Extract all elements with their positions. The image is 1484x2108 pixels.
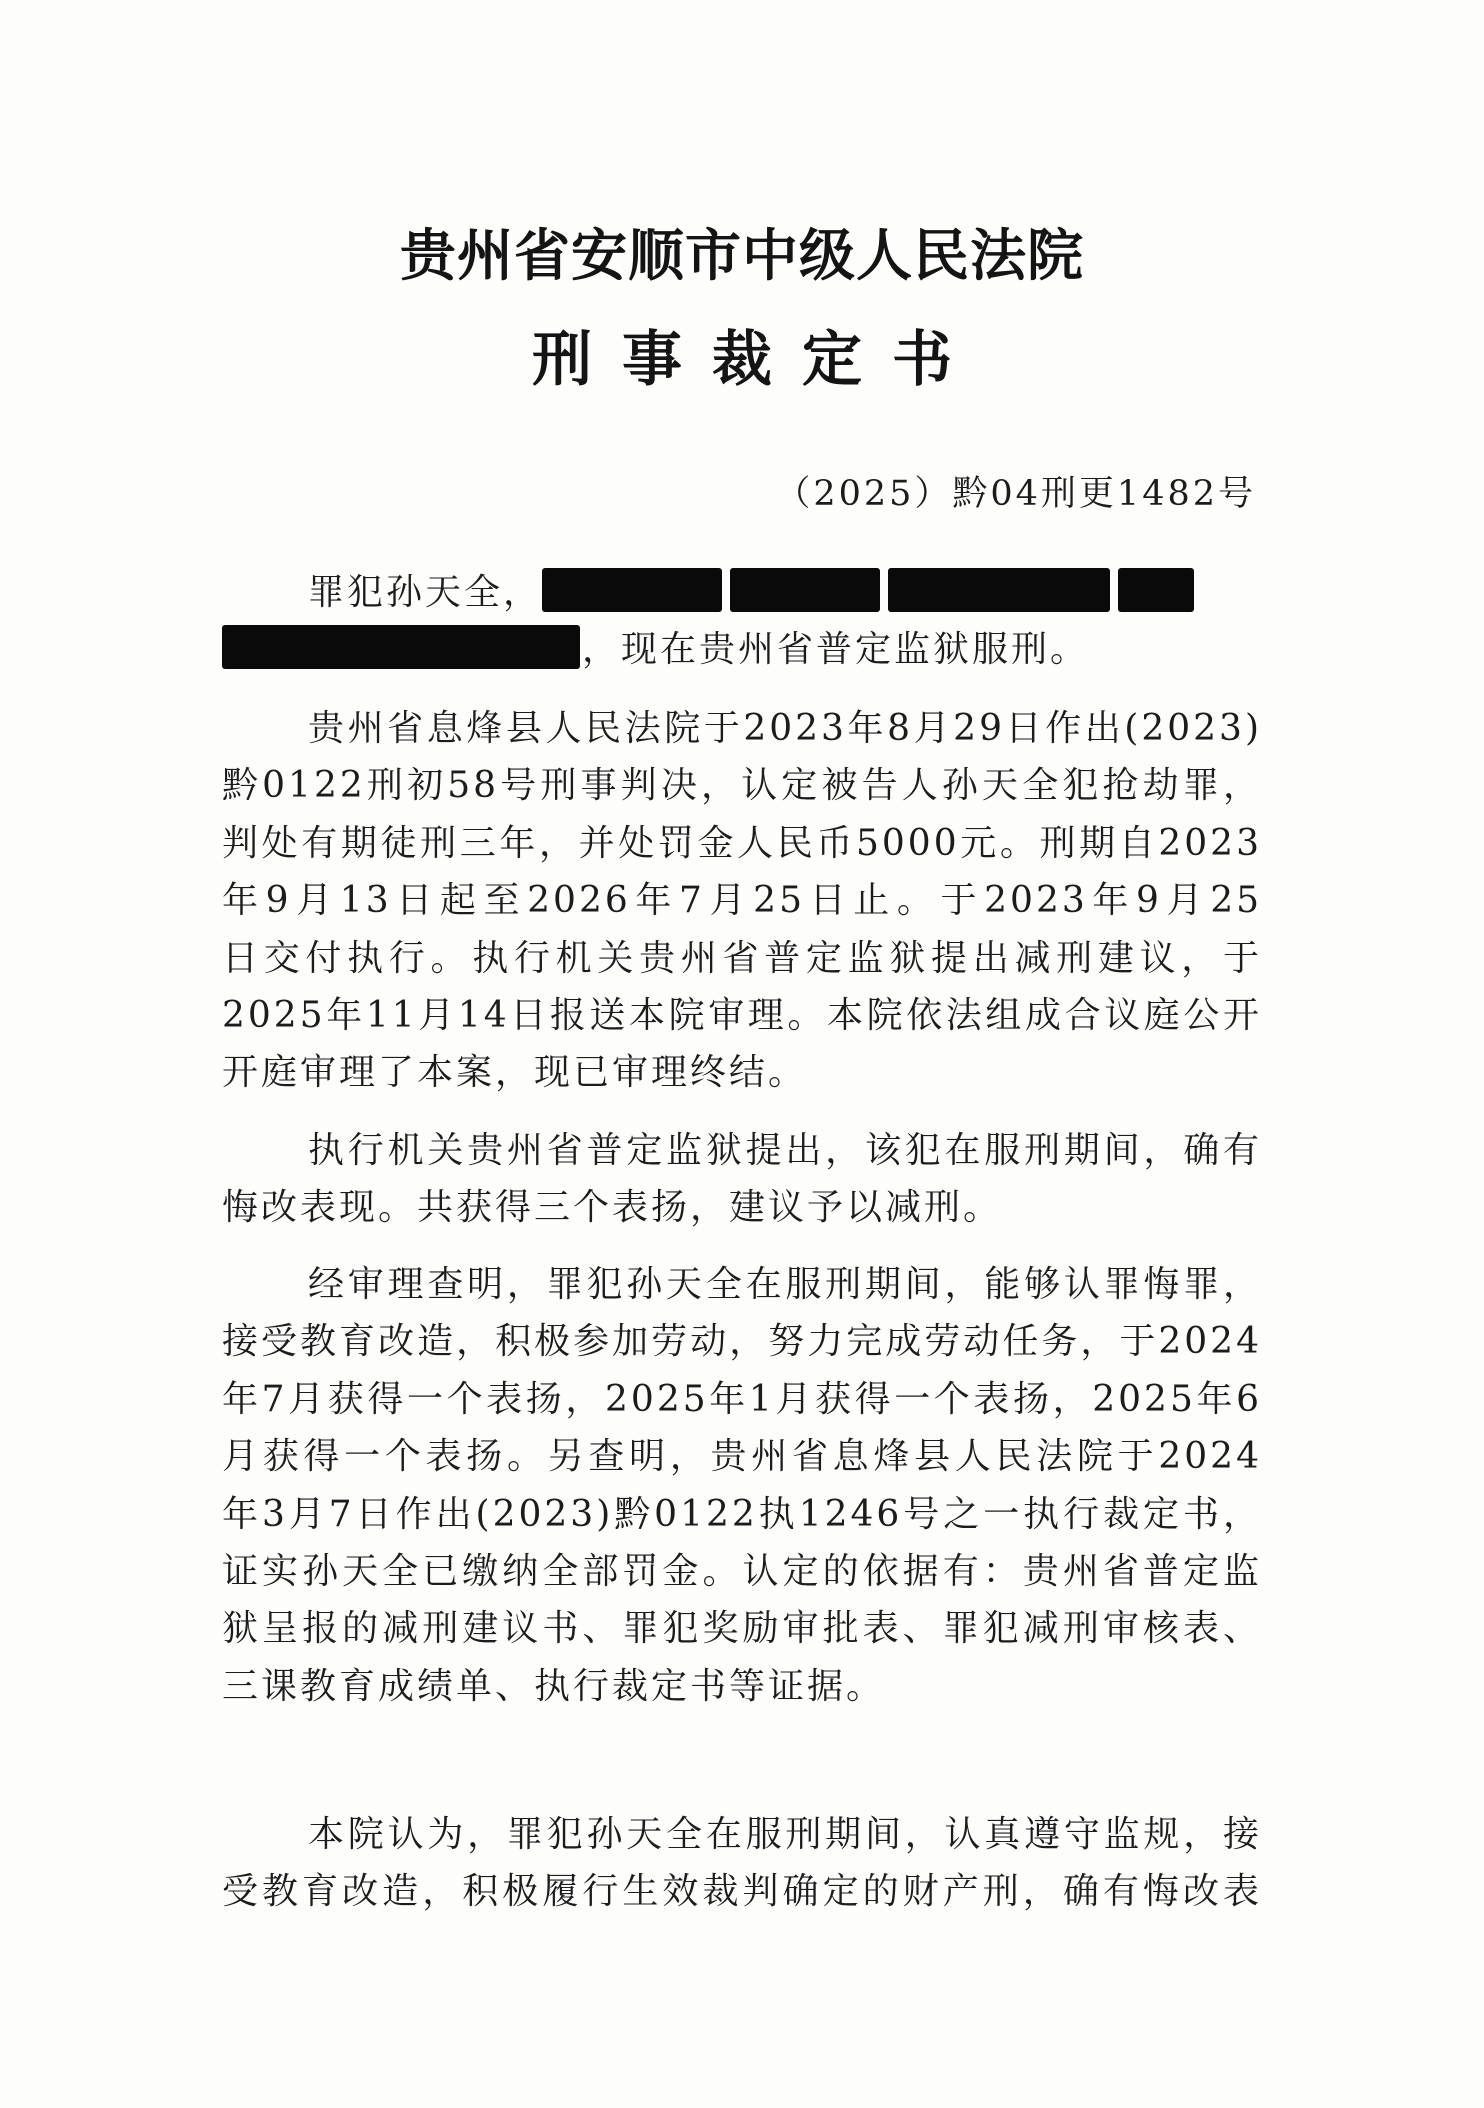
paragraph-court-opinion	[222, 1806, 1262, 1921]
paragraph-line: 经审理查明，罪犯孙天全在服刑期间，能够认罪悔罪，	[308, 1264, 1262, 1305]
line-text: 罪犯孙天全，	[308, 572, 543, 613]
paragraph-line: 2025年11月14日报送本院审理。本院依法组成合议庭公开	[222, 994, 1262, 1036]
paragraph-line: 年9月13日起至2026年7月25日止。于2023年9月25	[222, 880, 1262, 922]
paragraph-prison-proposal	[222, 1122, 1262, 1237]
redaction-block	[222, 625, 580, 669]
paragraph-line	[222, 621, 1262, 678]
paragraph-line: 接受教育改造，积极参加劳动，努力完成劳动任务，于2024	[222, 1321, 1262, 1363]
line-text: ，现在贵州省普定监狱服刑。	[582, 629, 1090, 671]
paragraph-original-judgment	[222, 700, 1262, 1102]
paragraph-defendant	[222, 564, 1262, 679]
paragraph-line: 黔0122刑初58号刑事判决，认定被告人孙天全犯抢劫罪，	[222, 765, 1262, 807]
paragraph-line: 受教育改造，积极履行生效裁判确定的财产刑，确有悔改表	[222, 1871, 1262, 1913]
paragraph-line: 证实孙天全已缴纳全部罚金。认定的依据有：贵州省普定监	[222, 1550, 1262, 1592]
redaction-block	[542, 568, 722, 612]
paragraph-line: 贵州省息烽县人民法院于2023年8月29日作出(2023)	[308, 708, 1262, 749]
paragraph-line: 日交付执行。执行机关贵州省普定监狱提出减刑建议，于	[222, 937, 1262, 979]
paragraph-line: 执行机关贵州省普定监狱提出，该犯在服刑期间，确有	[308, 1130, 1262, 1171]
redaction-block	[730, 568, 880, 612]
paragraph-line: 月获得一个表扬。另查明，贵州省息烽县人民法院于2024	[222, 1436, 1262, 1478]
redaction-block	[1118, 568, 1194, 612]
paragraph-line: 年3月7日作出(2023)黔0122执1246号之一执行裁定书，	[222, 1493, 1262, 1535]
paragraph-line: 年7月获得一个表扬，2025年1月获得一个表扬，2025年6	[222, 1378, 1262, 1420]
court-name: 贵州省安顺市中级人民法院	[400, 224, 1084, 289]
case-number: （2025）黔04刑更1482号	[775, 474, 1256, 514]
redaction-block	[888, 568, 1110, 612]
document-title: 刑事裁定书	[532, 325, 982, 395]
paragraph-line: 三课教育成绩单、执行裁定书等证据。	[222, 1665, 886, 1707]
paragraph-line	[222, 564, 1262, 621]
paragraph-line: 本院认为，罪犯孙天全在服刑期间，认真遵守监规，接	[308, 1814, 1262, 1855]
paragraph-line: 悔改表现。共获得三个表扬，建议予以减刑。	[222, 1187, 1003, 1229]
paragraph-line: 开庭审理了本案，现已审理终结。	[222, 1052, 808, 1094]
paragraph-line: 判处有期徒刑三年，并处罚金人民币5000元。刑期自2023	[222, 822, 1262, 864]
paragraph-line: 狱呈报的减刑建议书、罪犯奖励审批表、罪犯减刑审核表、	[222, 1608, 1262, 1650]
paragraph-findings	[222, 1256, 1262, 1715]
